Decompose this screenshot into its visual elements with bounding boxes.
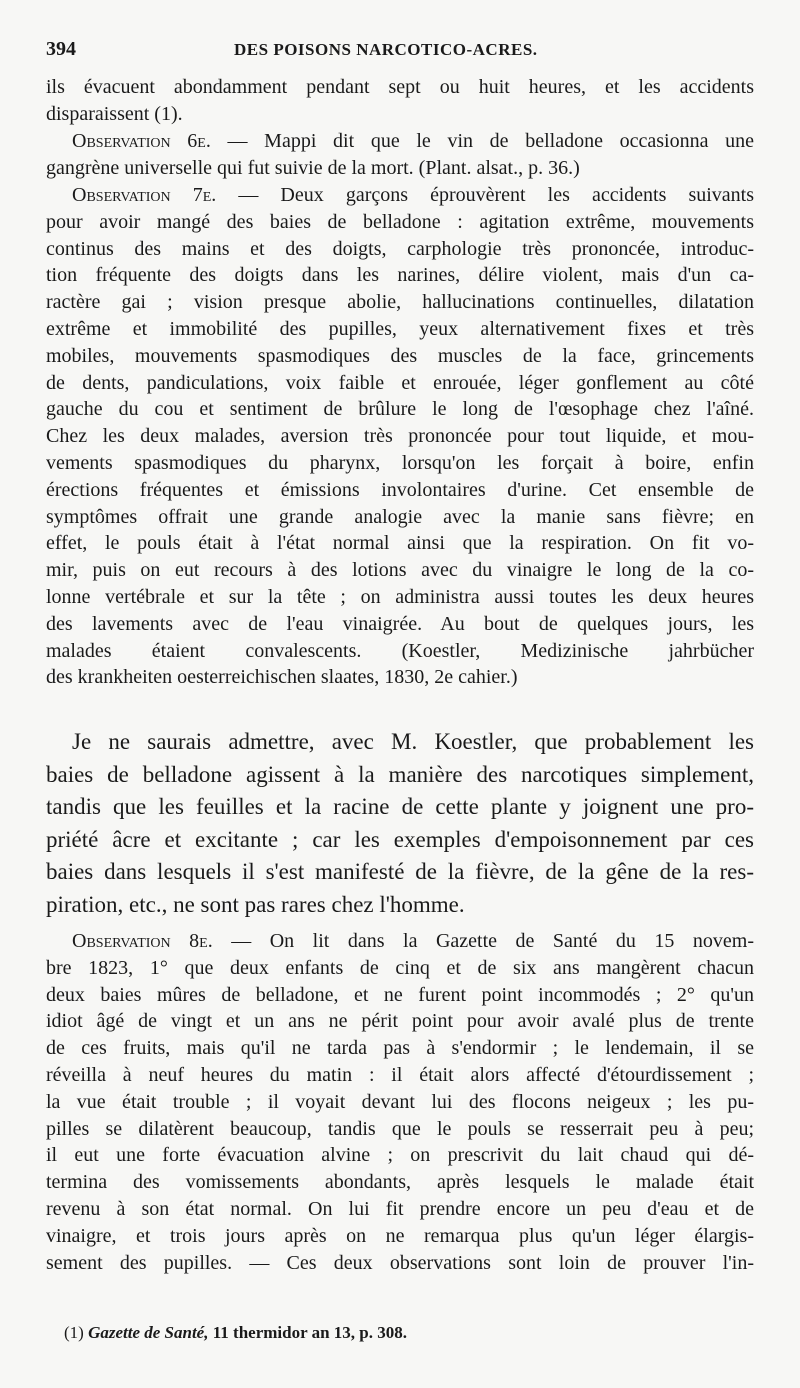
text-line: disparaissent (1).	[46, 102, 183, 125]
footnote	[64, 1323, 407, 1343]
text-line: sement des pupilles. — Ces deux observations sont loin de prouver l'in-	[46, 1251, 754, 1274]
text-line: réveilla à neuf heures du matin : il était alors affecté d'étourdissement ;	[46, 1063, 754, 1086]
text-segment: — Deux garçons éprouvèrent les accidents suivants	[216, 184, 755, 206]
text-line: lonne vertébrale et sur la tête ; on administra aussi toutes les deux heures	[46, 585, 754, 608]
text-line: deux baies mûres de belladone, et ne furent point incommodés ; 2° qu'un	[46, 983, 754, 1006]
page-number: 394	[46, 38, 76, 60]
text-line: de ces fruits, mais qu'il ne tarda pas à s'endormir ; le lendemain, il se	[46, 1037, 754, 1060]
text-line: tandis que les feuilles et la racine de cette plante y joignent une pro-	[46, 794, 754, 819]
text-line: pilles se dilatèrent beaucoup, tandis que le pouls se resserrait peu à peu;	[46, 1117, 754, 1140]
text-line: de dents, pandiculations, voix faible et enrouée, léger gonflement au côté	[46, 371, 754, 394]
text-line: des krankheiten oesterreichischen slaates, 1830, 2e cahier.)	[46, 666, 518, 689]
author-commentary	[46, 726, 754, 921]
text-line	[46, 928, 754, 955]
text-line: continus des mains et des doigts, carphologie très prononcée, introduc-	[46, 237, 754, 260]
text-line: gauche du cou et sentiment de brûlure le long de l'œsophage chez l'aîné.	[46, 398, 754, 421]
text-line: ils évacuent abondamment pendant sept ou huit heures, et les accidents	[46, 76, 754, 98]
observation-label: Observation 8e.	[72, 930, 213, 952]
footnote-source: Gazette de Santé,	[88, 1323, 209, 1342]
text-line: extrême et immobilité des pupilles, yeux alternativement fixes et très	[46, 317, 754, 340]
text-line: effet, le pouls était à l'état normal ainsi que la respiration. On fit vo-	[46, 532, 754, 555]
text-line: mir, puis on eut recours à des lotions avec du vinaigre le long de la co-	[46, 559, 754, 582]
text-line: bre 1823, 1° que deux enfants de cinq et de six ans mangèrent chacun	[46, 956, 754, 979]
observation-label: Observation 7e.	[72, 184, 217, 206]
text-line: piration, etc., ne sont pas rares chez l'homme.	[46, 891, 465, 917]
observation-8	[46, 928, 754, 1276]
text-line: vinaigre, et trois jours après on ne remarqua plus qu'un léger élargis-	[46, 1224, 754, 1247]
text-line: ractère gai ; vision presque abolie, hallucinations continuelles, dilatation	[46, 291, 754, 314]
text-line	[46, 128, 754, 155]
paragraph-continuation	[46, 74, 754, 128]
text-line: idiot âgé de vingt et un ans ne périt point pour avoir avalé plus de trente	[46, 1010, 754, 1033]
text-line: malades étaient convalescents. (Koestler, Medizinische jahrbücher	[46, 639, 754, 662]
text-line: vements spasmodiques du pharynx, lorsqu'on les forçait à boire, enfin	[46, 451, 754, 474]
running-title: DES POISONS NARCOTICO-ACRES.	[234, 40, 538, 59]
text-line: tion fréquente des doigts dans les narines, délire violent, mais d'un ca-	[46, 264, 754, 287]
observation-label: Observation 6e.	[72, 130, 211, 152]
text-line: revenu à son état normal. On lui fit prendre encore un peu d'eau et de	[46, 1197, 754, 1220]
text-line: gangrène universelle qui fut suivie de la mort. (Plant. alsat., p. 36.)	[46, 156, 580, 179]
text-line: baies dans lesquels il s'est manifesté de la fièvre, de la gêne de la res-	[46, 859, 754, 884]
text-line: baies de belladone agissent à la manière des narcotiques simplement,	[46, 761, 754, 787]
text-line: termina des vomissements abondants, après lesquels le malade était	[46, 1171, 754, 1194]
text-line: Je ne saurais admettre, avec M. Koestler, que probablement les	[72, 729, 754, 754]
footnote-reference: 11 thermidor an 13, p. 308.	[208, 1323, 407, 1342]
text-line: érections fréquentes et émissions involontaires d'urine. Cet ensemble de	[46, 478, 754, 501]
text-line: Chez les deux malades, aversion très prononcée pour tout liquide, et mou-	[46, 425, 754, 448]
text-line: la vue était trouble ; il voyait devant lui des flocons neigeux ; les pu-	[46, 1090, 754, 1113]
text-line: pour avoir mangé des baies de belladone : agitation extrême, mouvements	[46, 210, 754, 233]
observation-7	[46, 182, 754, 691]
text-line: symptômes offrait une grande analogie avec la manie sans fièvre; en	[46, 505, 754, 528]
page-header	[46, 38, 760, 66]
observation-6	[46, 128, 754, 182]
text-line: mobiles, mouvements spasmodiques des muscles de la face, grincements	[46, 344, 754, 367]
text-segment: — On lit dans la Gazette de Santé du 15 novem-	[212, 930, 754, 952]
text-line: priété âcre et excitante ; car les exemples d'empoisonnement par ces	[46, 826, 754, 852]
footnote-marker: (1)	[64, 1323, 84, 1342]
text-segment: — Mappi dit que le vin de belladone occasionna une	[210, 130, 755, 152]
text-line	[46, 182, 754, 209]
text-line: il eut une forte évacuation alvine ; on prescrivit du lait chaud qui dé-	[46, 1144, 754, 1167]
text-line: des lavements avec de l'eau vinaigrée. Au bout de quelques jours, les	[46, 612, 754, 635]
